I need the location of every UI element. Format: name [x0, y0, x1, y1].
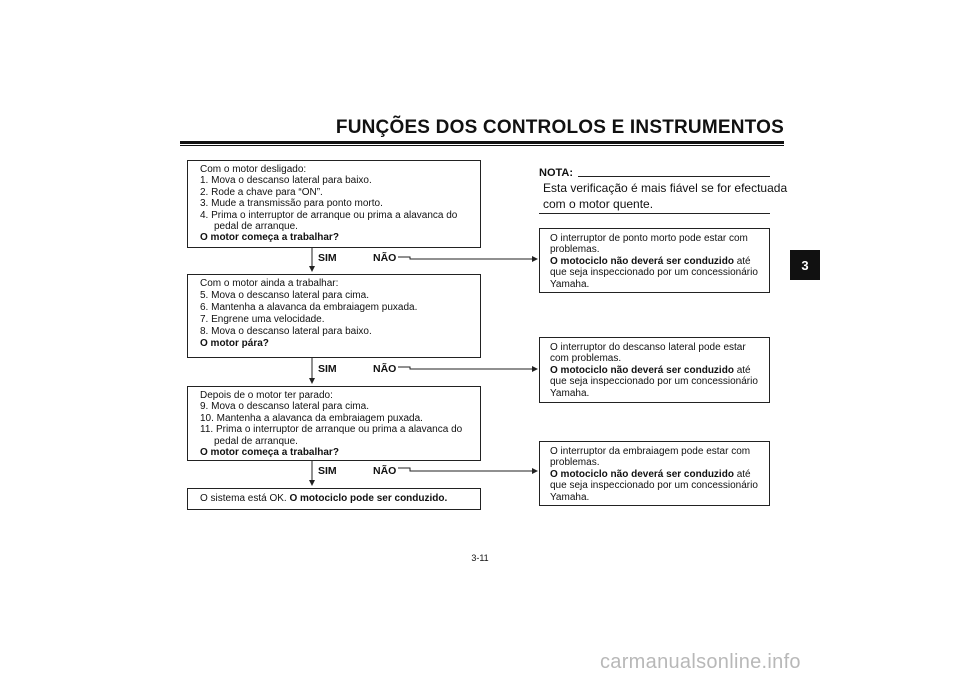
result-box-clutch-switch: [539, 441, 770, 506]
nota-rule: [578, 176, 770, 177]
flow-step-3: [187, 386, 481, 461]
step1-line: 3. Mude a transmissão para ponto morto.: [200, 198, 383, 210]
result-line: Yamaha.: [550, 278, 590, 290]
step2-line: 7. Engrene uma velocidade.: [200, 314, 325, 325]
result-line: que seja inspeccionado por um concessionário: [550, 267, 758, 279]
result-line: até: [733, 468, 751, 480]
step1-line: Com o motor desligado:: [200, 164, 307, 175]
step2-line: 6. Mantenha a alavanca da embraiagem puxada.: [200, 302, 418, 313]
result-warning: O motociclo não deverá ser conduzido: [550, 255, 734, 267]
result-line: Yamaha.: [550, 491, 590, 503]
final-text: O sistema está OK.: [200, 493, 287, 504]
result-line: Yamaha.: [550, 387, 590, 399]
result-line: O interruptor da embraiagem pode estar com: [550, 446, 751, 457]
no-label: NÃO: [373, 252, 397, 264]
result-box-neutral-switch: [539, 228, 770, 293]
result-line: problemas.: [550, 244, 600, 256]
no-label: NÃO: [373, 465, 397, 477]
result-line: que seja inspeccionado por um concessionário: [550, 480, 758, 492]
step1-line: 1. Mova o descanso lateral para baixo.: [200, 175, 372, 187]
step3-question: O motor começa a trabalhar?: [200, 447, 339, 459]
no-connector-2: [398, 367, 537, 369]
step3-line: pedal de arranque.: [214, 435, 298, 447]
step1-line: pedal de arranque.: [214, 221, 298, 233]
result-warning: O motociclo não deverá ser conduzido: [550, 468, 734, 480]
no-connector-1: [398, 257, 537, 259]
result-line: até: [733, 255, 751, 267]
yes-label: SIM: [318, 363, 337, 375]
step1-question: O motor começa a trabalhar?: [200, 232, 339, 244]
nota-line: Esta verificação é mais fiável se for efectuada: [543, 181, 788, 195]
step3-line: Depois de o motor ter parado:: [200, 390, 333, 401]
nota-line: com o motor quente.: [543, 196, 654, 211]
result-line: problemas.: [550, 457, 600, 469]
step2-question: O motor pára?: [200, 338, 269, 349]
chapter-tab: 3: [790, 250, 820, 280]
result-line: O interruptor de ponto morto pode estar com: [550, 233, 748, 244]
step3-line: 11. Prima o interruptor de arranque ou prima a alavanca do: [200, 424, 463, 436]
final-bold-text: O motociclo pode ser conduzido.: [289, 493, 448, 504]
step3-line: 9. Mova o descanso lateral para cima.: [200, 401, 369, 413]
yes-label: SIM: [318, 465, 337, 477]
nota-text: [543, 181, 787, 212]
yes-label: SIM: [318, 252, 337, 264]
step2-line: 5. Mova o descanso lateral para cima.: [200, 290, 369, 301]
result-line: até: [733, 364, 751, 376]
result-line: O interruptor do descanso lateral pode estar: [550, 342, 746, 353]
step2-line: 8. Mova o descanso lateral para baixo.: [200, 326, 372, 337]
flow-step-1: [187, 160, 481, 248]
result-warning: O motociclo não deverá ser conduzido: [550, 364, 734, 376]
flow-final: [187, 488, 481, 510]
result-line: com problemas.: [550, 353, 622, 365]
no-connector-3: [398, 468, 537, 471]
watermark: carmanualsonline.info: [600, 651, 801, 673]
page-number: 3-11: [471, 553, 489, 563]
step1-line: 2. Rode a chave para “ON”.: [200, 186, 323, 198]
nota-label: NOTA:: [539, 167, 574, 179]
no-label: NÃO: [373, 363, 397, 375]
step3-line: 10. Mantenha a alavanca da embraiagem puxada.: [200, 412, 423, 424]
result-box-sidestand-switch: [539, 337, 770, 403]
nota-rule-bottom: [539, 213, 770, 214]
step1-line: 4. Prima o interruptor de arranque ou prima a alavanca do: [200, 209, 458, 221]
flow-step-2: [187, 274, 481, 358]
step2-line: Com o motor ainda a trabalhar:: [200, 278, 339, 289]
result-line: que seja inspeccionado por um concessionário: [550, 376, 758, 388]
page-title: FUNÇÕES DOS CONTROLOS E INSTRUMENTOS: [335, 117, 784, 138]
